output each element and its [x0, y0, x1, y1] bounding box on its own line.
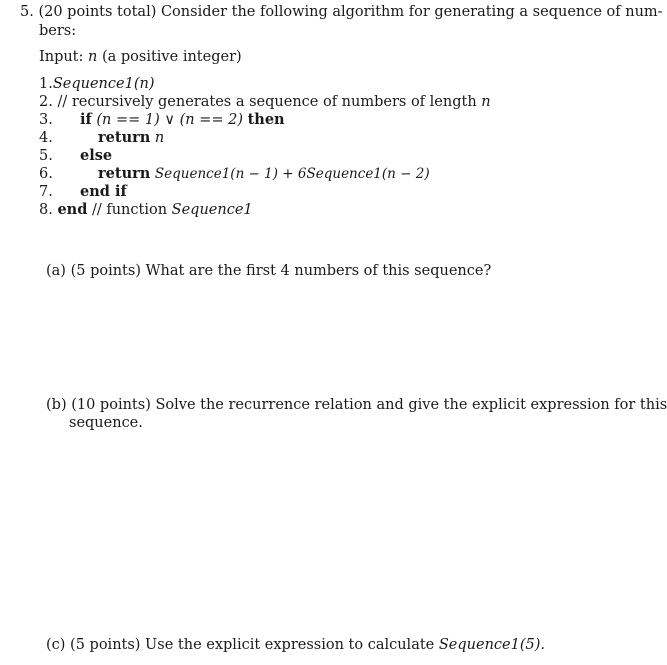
input-line [39, 48, 242, 66]
keyword-return: return [98, 165, 151, 182]
part-c-text: (5 points) Use the explicit expression to calculate [70, 637, 435, 653]
line-number: 3. [39, 112, 53, 128]
part-a [46, 262, 491, 280]
keyword-if: if [80, 111, 92, 128]
function-signature: Sequence1(n) [52, 76, 155, 92]
algo-line-2 [39, 93, 491, 111]
line-number: 4. [39, 130, 53, 146]
problem-intro-line1 [20, 3, 663, 21]
line-number: 1. [39, 76, 53, 92]
part-b-line2: sequence. [69, 415, 143, 431]
problem-intro-text: (20 points total) Consider the following algorithm for generating a sequence of num- [38, 4, 663, 20]
part-c-label: (c) [46, 637, 66, 653]
algo-line-8 [39, 201, 253, 219]
input-description: (a positive integer) [101, 49, 242, 65]
keyword-return: return [98, 129, 151, 146]
algo-line-5 [39, 147, 112, 165]
keyword-end-if: end if [80, 183, 127, 200]
recursive-expression: Sequence1(n − 1) + 6Sequence1(n − 2) [154, 166, 430, 182]
comment-text: // recursively generates a sequence of numbers of length [57, 94, 477, 110]
part-b-line1 [46, 396, 667, 414]
problem-intro-line2: bers: [39, 23, 77, 39]
algo-line-3 [39, 111, 285, 129]
part-a-label: (a) [46, 263, 66, 279]
line-number: 8. [39, 202, 53, 218]
line-number: 6. [39, 166, 53, 182]
algo-line-6 [39, 165, 430, 183]
problem-number: 5. [20, 4, 34, 20]
keyword-else: else [80, 147, 113, 164]
algo-line-7 [39, 183, 127, 201]
part-a-text: (5 points) What are the first 4 numbers of this sequence? [70, 263, 492, 279]
part-c [46, 636, 545, 654]
comment-variable: n [481, 94, 491, 110]
end-function-name: Sequence1 [171, 202, 253, 218]
part-c-expression: Sequence1(5). [438, 637, 545, 653]
return-variable: n [154, 130, 165, 146]
if-condition: (n == 1) ∨ (n == 2) [96, 112, 243, 128]
algo-line-4 [39, 129, 164, 147]
line-number: 7. [39, 184, 53, 200]
line-number: 5. [39, 148, 53, 164]
input-label: Input: [39, 49, 84, 65]
keyword-then: then [247, 111, 285, 128]
line-number: 2. [39, 94, 53, 110]
end-comment: // function [91, 202, 168, 218]
algo-line-1 [39, 75, 154, 93]
input-variable: n [88, 49, 98, 65]
part-b-text: (10 points) Solve the recurrence relation and give the explicit expression for this [71, 397, 667, 413]
part-b-label: (b) [46, 397, 67, 413]
keyword-end: end [57, 201, 88, 218]
